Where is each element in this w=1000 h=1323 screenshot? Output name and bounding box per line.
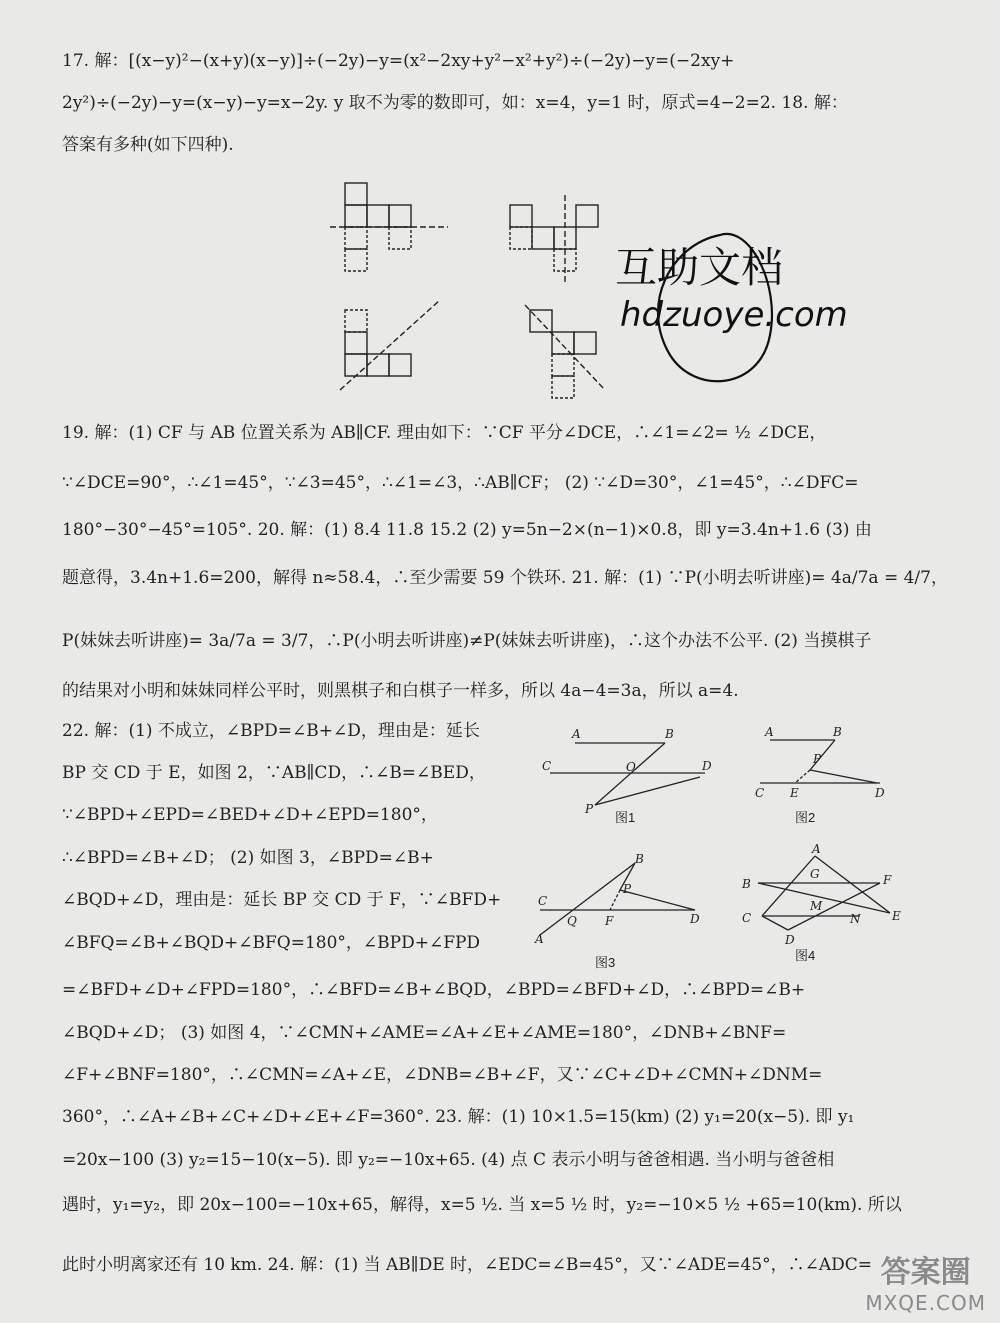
text-line: ∠BFQ=∠B+∠BQD+∠BFQ=180°，∠BPD+∠FPD [62, 933, 481, 953]
text-line: 17. 解：[(x−y)²−(x+y)(x−y)]÷(−2y)−y=(x²−2xy+y²−x²+y²)÷(−2y)−y=(−2xy+ [62, 51, 735, 71]
watermark-cn: 互助文档 [615, 243, 784, 292]
text-line: ∠BQD+∠D； (3) 如图 4，∵∠CMN+∠AME=∠A+∠E+∠AME=180°，∠DNB+∠BNF= [62, 1023, 787, 1043]
figure-4 [740, 842, 910, 963]
corner-watermark [865, 1247, 986, 1315]
fig2-label-b: B [833, 725, 842, 739]
cube-net-figures [330, 175, 640, 409]
fig1-label-p: P [585, 802, 594, 816]
text-line: BP 交 CD 于 E，如图 2，∵AB∥CD，∴∠B=∠BED， [62, 763, 486, 783]
text-line: 遇时，y₁=y₂，即 20x−100=−10x+65，解得，x=5 ½. 当 x=5 ½ 时，y₂=−10×5 ½ +65=10(km). 所以 [62, 1195, 902, 1215]
fig2-caption: 图2 [795, 810, 816, 825]
fig3-caption: 图3 [595, 955, 616, 970]
text-line: =20x−100 (3) y₂=15−10(x−5). 即 y₂=−10x+65. (4) 点 C 表示小明与爸爸相遇. 当小明与爸爸相 [62, 1150, 835, 1170]
figure-2 [755, 725, 945, 829]
text-line: ∠F+∠BNF=180°，∴∠CMN=∠A+∠E，∠DNB=∠B+∠F，又∵∠C+∠D+∠CMN+∠DNM= [62, 1065, 823, 1085]
fig4-label-e: E [892, 909, 901, 923]
text-line: P(妹妹去听讲座)= 3a/7a = 3/7，∴P(小明去听讲座)≠P(妹妹去听讲座)，∴这个办法不公平. (2) 当摸棋子 [62, 631, 872, 651]
fig4-label-a: A [812, 842, 821, 856]
text-line: 19. 解：(1) CF 与 AB 位置关系为 AB∥CF. 理由如下：∵CF 平分∠DCE，∴∠1=∠2= ½ ∠DCE， [62, 423, 827, 443]
fig4-label-c: C [742, 911, 752, 925]
fig4-label-m: M [810, 899, 823, 913]
fig2-label-d: D [875, 786, 885, 800]
fig1-label-o: O [626, 760, 636, 774]
text-line: 此时小明离家还有 10 km. 24. 解：(1) 当 AB∥DE 时，∠EDC=∠B=45°，又∵∠ADE=45°，∴∠ADC= [62, 1255, 873, 1275]
fig2-label-e: E [790, 786, 799, 800]
corner-watermark-url: MXQE.COM [865, 1291, 986, 1315]
fig4-label-b: B [742, 877, 751, 891]
corner-watermark-cn: 答案圈 [880, 1255, 971, 1290]
fig1-label-d: D [702, 759, 712, 773]
watermark [600, 205, 900, 405]
fig2-label-c: C [755, 786, 765, 800]
fig1-label-b: B [665, 727, 674, 741]
text-line: ∵∠DCE=90°，∴∠1=45°，∵∠3=45°，∴∠1=∠3，∴AB∥CF； (2) ∵∠D=30°，∠1=45°，∴∠DFC= [62, 473, 859, 493]
text-line: =∠BFD+∠D+∠FPD=180°，∴∠BFD=∠B+∠BQD，∠BPD=∠BFD+∠D，∴∠BPD=∠B+ [62, 980, 806, 1000]
text-line: 的结果对小明和妹妹同样公平时，则黑棋子和白棋子一样多，所以 4a−4=3a，所以 a=4. [62, 681, 739, 701]
fig3-label-d: D [690, 912, 700, 926]
watermark-url: hdzuoye.com [620, 295, 848, 335]
text-line: 答案有多种(如下四种). [62, 135, 234, 155]
text-line: ∵∠BPD+∠EPD=∠BED+∠D+∠EPD=180°， [62, 805, 438, 825]
fig3-label-a: A [535, 932, 544, 946]
text-line: 22. 解：(1) 不成立，∠BPD=∠B+∠D，理由是：延长 [62, 721, 480, 741]
fig4-label-n: N [850, 912, 861, 926]
text-line: 180°−30°−45°=105°. 20. 解：(1) 8.4 11.8 15.2 (2) y=5n−2×(n−1)×0.8，即 y=3.4n+1.6 (3) 由 [62, 520, 872, 540]
text-line: ∴∠BPD=∠B+∠D； (2) 如图 3，∠BPD=∠B+ [62, 848, 434, 868]
fig3-label-f: F [605, 914, 614, 928]
text-line: ∠BQD+∠D，理由是：延长 BP 交 CD 于 F，∵∠BFD+ [62, 890, 502, 910]
fig4-caption: 图4 [795, 948, 816, 963]
fig3-label-q: Q [567, 914, 577, 928]
fig3-label-c: C [538, 894, 548, 908]
fig1-caption: 图1 [615, 810, 636, 825]
fig4-label-d: D [785, 933, 795, 947]
text-line: 2y²)÷(−2y)−y=(x−y)−y=x−2y. y 取不为零的数即可，如：x=4，y=1 时，原式=4−2=2. 18. 解： [62, 93, 848, 113]
fig3-label-b: B [635, 852, 644, 866]
fig2-label-p: P [813, 752, 822, 766]
fig1-label-c: C [542, 759, 552, 773]
text-line: 题意得，3.4n+1.6=200，解得 n≈58.4，∴至少需要 59 个铁环. 21. 解：(1) ∵P(小明去听讲座)= 4a/7a = 4/7， [62, 568, 948, 588]
fig3-label-p: P [623, 882, 632, 896]
fig4-label-g: G [810, 867, 820, 881]
figure-1 [540, 725, 740, 829]
fig2-label-a: A [765, 725, 774, 739]
figure-3 [530, 852, 710, 970]
fig1-label-a: A [572, 727, 581, 741]
fig4-label-f: F [883, 873, 892, 887]
cube-net-svg [330, 175, 640, 405]
text-line: 360°，∴∠A+∠B+∠C+∠D+∠E+∠F=360°. 23. 解：(1) 10×1.5=15(km) (2) y₁=20(x−5). 即 y₁ [62, 1107, 855, 1127]
